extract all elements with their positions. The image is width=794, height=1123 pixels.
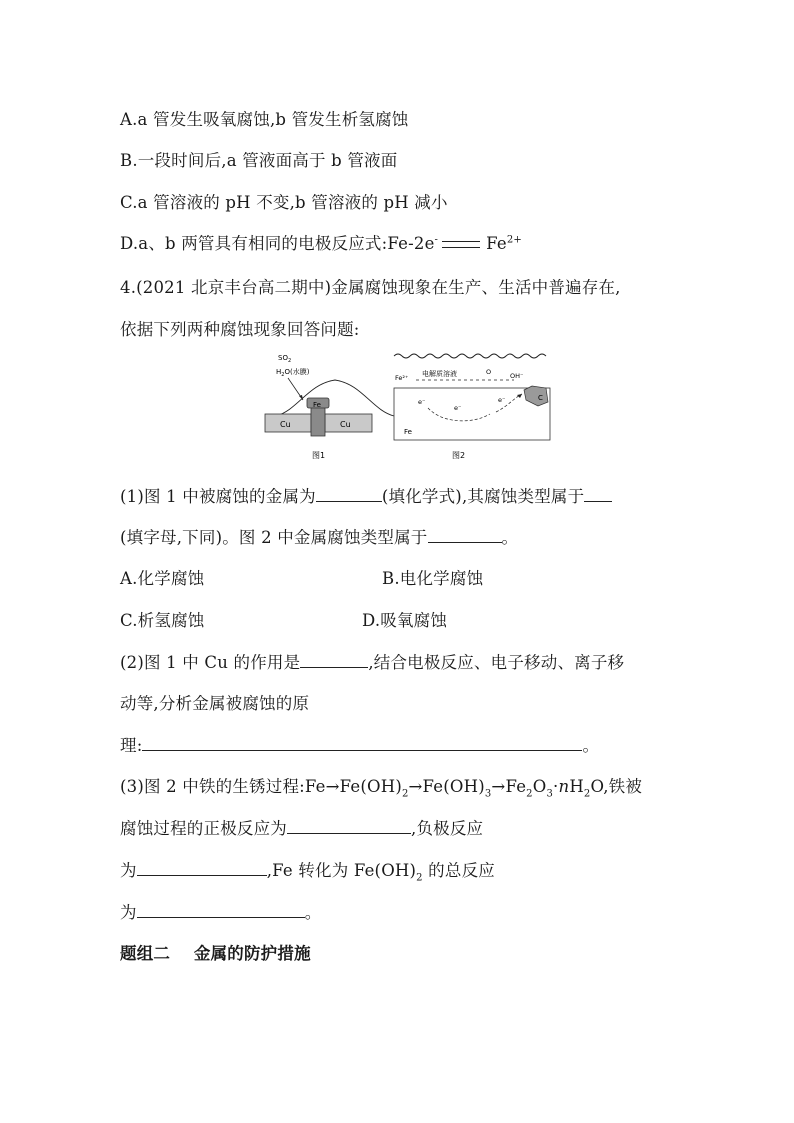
choice-c: C.析氢腐蚀 <box>120 611 205 630</box>
fig1-cu-right-label: Cu <box>340 420 351 429</box>
answer-blank[interactable] <box>137 902 305 918</box>
fig2-fe-label: Fe <box>404 428 412 436</box>
answer-blank[interactable] <box>300 652 368 668</box>
choice-d: D.吸氧腐蚀 <box>362 611 448 630</box>
answer-blank[interactable] <box>137 860 267 876</box>
fig2-caption: 图2 <box>452 451 466 460</box>
fig2-oh-label: OH⁻ <box>510 372 524 380</box>
fig2-e2: e⁻ <box>454 404 462 412</box>
part-2-line1: (2)图 1 中 Cu 的作用是 ,结合电极反应、电子移动、离子移 <box>120 653 625 672</box>
fig2-c-label: C <box>538 394 543 402</box>
fig2-e1: e⁻ <box>418 398 426 406</box>
choice-b: B.电化学腐蚀 <box>382 569 484 588</box>
question-4-line2: 依据下列两种腐蚀现象回答问题: <box>120 320 360 339</box>
part-3-line2: 腐蚀过程的正极反应为 ,负极反应 <box>120 819 484 838</box>
part-3-line1: (3)图 2 中铁的生锈过程$:Fe\to Fe(OH)_2\to Fe(OH)_3\to Fe_2O_3\cdot nH_2O$,铁被 <box>120 777 643 800</box>
corrosion-figures <box>258 350 558 462</box>
part-3-line4: 为 。 <box>120 903 322 922</box>
question-4-line1: 4.(2021 北京丰台高二期中)金属腐蚀现象在生产、生活中普遍存在, <box>120 278 621 297</box>
answer-blank[interactable] <box>142 735 582 751</box>
fig2-o2-label: O <box>486 368 492 376</box>
part-2-line2: 动等,分析金属被腐蚀的原 <box>120 694 310 713</box>
answer-blank[interactable] <box>584 486 612 502</box>
part-2-line3: 理: 。 <box>120 736 600 755</box>
fig1-h2o-label: $H_2O$(水膜) <box>276 368 310 378</box>
fig1-cu-left-label: Cu <box>280 420 291 429</box>
fig1-so2-label: $SO_2$ <box>278 354 292 364</box>
option-a: A.a 管发生吸氧腐蚀,b 管发生析氢腐蚀 <box>120 110 409 129</box>
option-d: D.a、b 两管具有相同的电极反应式:Fe-2e- $Fe^{2+}$ <box>120 234 523 253</box>
fig1-fe-label: Fe <box>313 401 321 409</box>
answer-blank[interactable] <box>316 486 382 502</box>
part-1-line1: (1)图 1 中被腐蚀的金属为 (填化学式),其腐蚀类型属于 <box>120 483 612 507</box>
answer-blank[interactable] <box>287 818 411 834</box>
part-3-line3: 为 ,Fe 转化为 $Fe(OH)_2$ 的总反应 <box>120 861 495 884</box>
equals-sign <box>442 241 480 248</box>
fig2-electrolyte-label: 电解质溶液 <box>422 370 457 378</box>
part-1-line2: (填字母,下同)。图 2 中金属腐蚀类型属于 。 <box>120 528 519 547</box>
answer-blank[interactable] <box>428 527 502 543</box>
section-heading: 题组二 金属的防护措施 <box>120 944 311 963</box>
fig2-wave <box>394 354 546 358</box>
choice-a: A.化学腐蚀 <box>120 569 205 588</box>
fig2-fe2-label: Fe²⁺ <box>395 374 409 382</box>
fig1-water-film <box>276 380 394 416</box>
fig1-caption: 图1 <box>312 451 326 460</box>
figure-1 <box>265 354 394 460</box>
option-b: B.一段时间后,a 管液面高于 b 管液面 <box>120 151 398 170</box>
option-c: C.a 管溶液的 pH 不变,b 管溶液的 pH 减小 <box>120 193 448 212</box>
figure-2 <box>394 354 550 460</box>
fig2-e3: e⁻ <box>498 396 506 404</box>
